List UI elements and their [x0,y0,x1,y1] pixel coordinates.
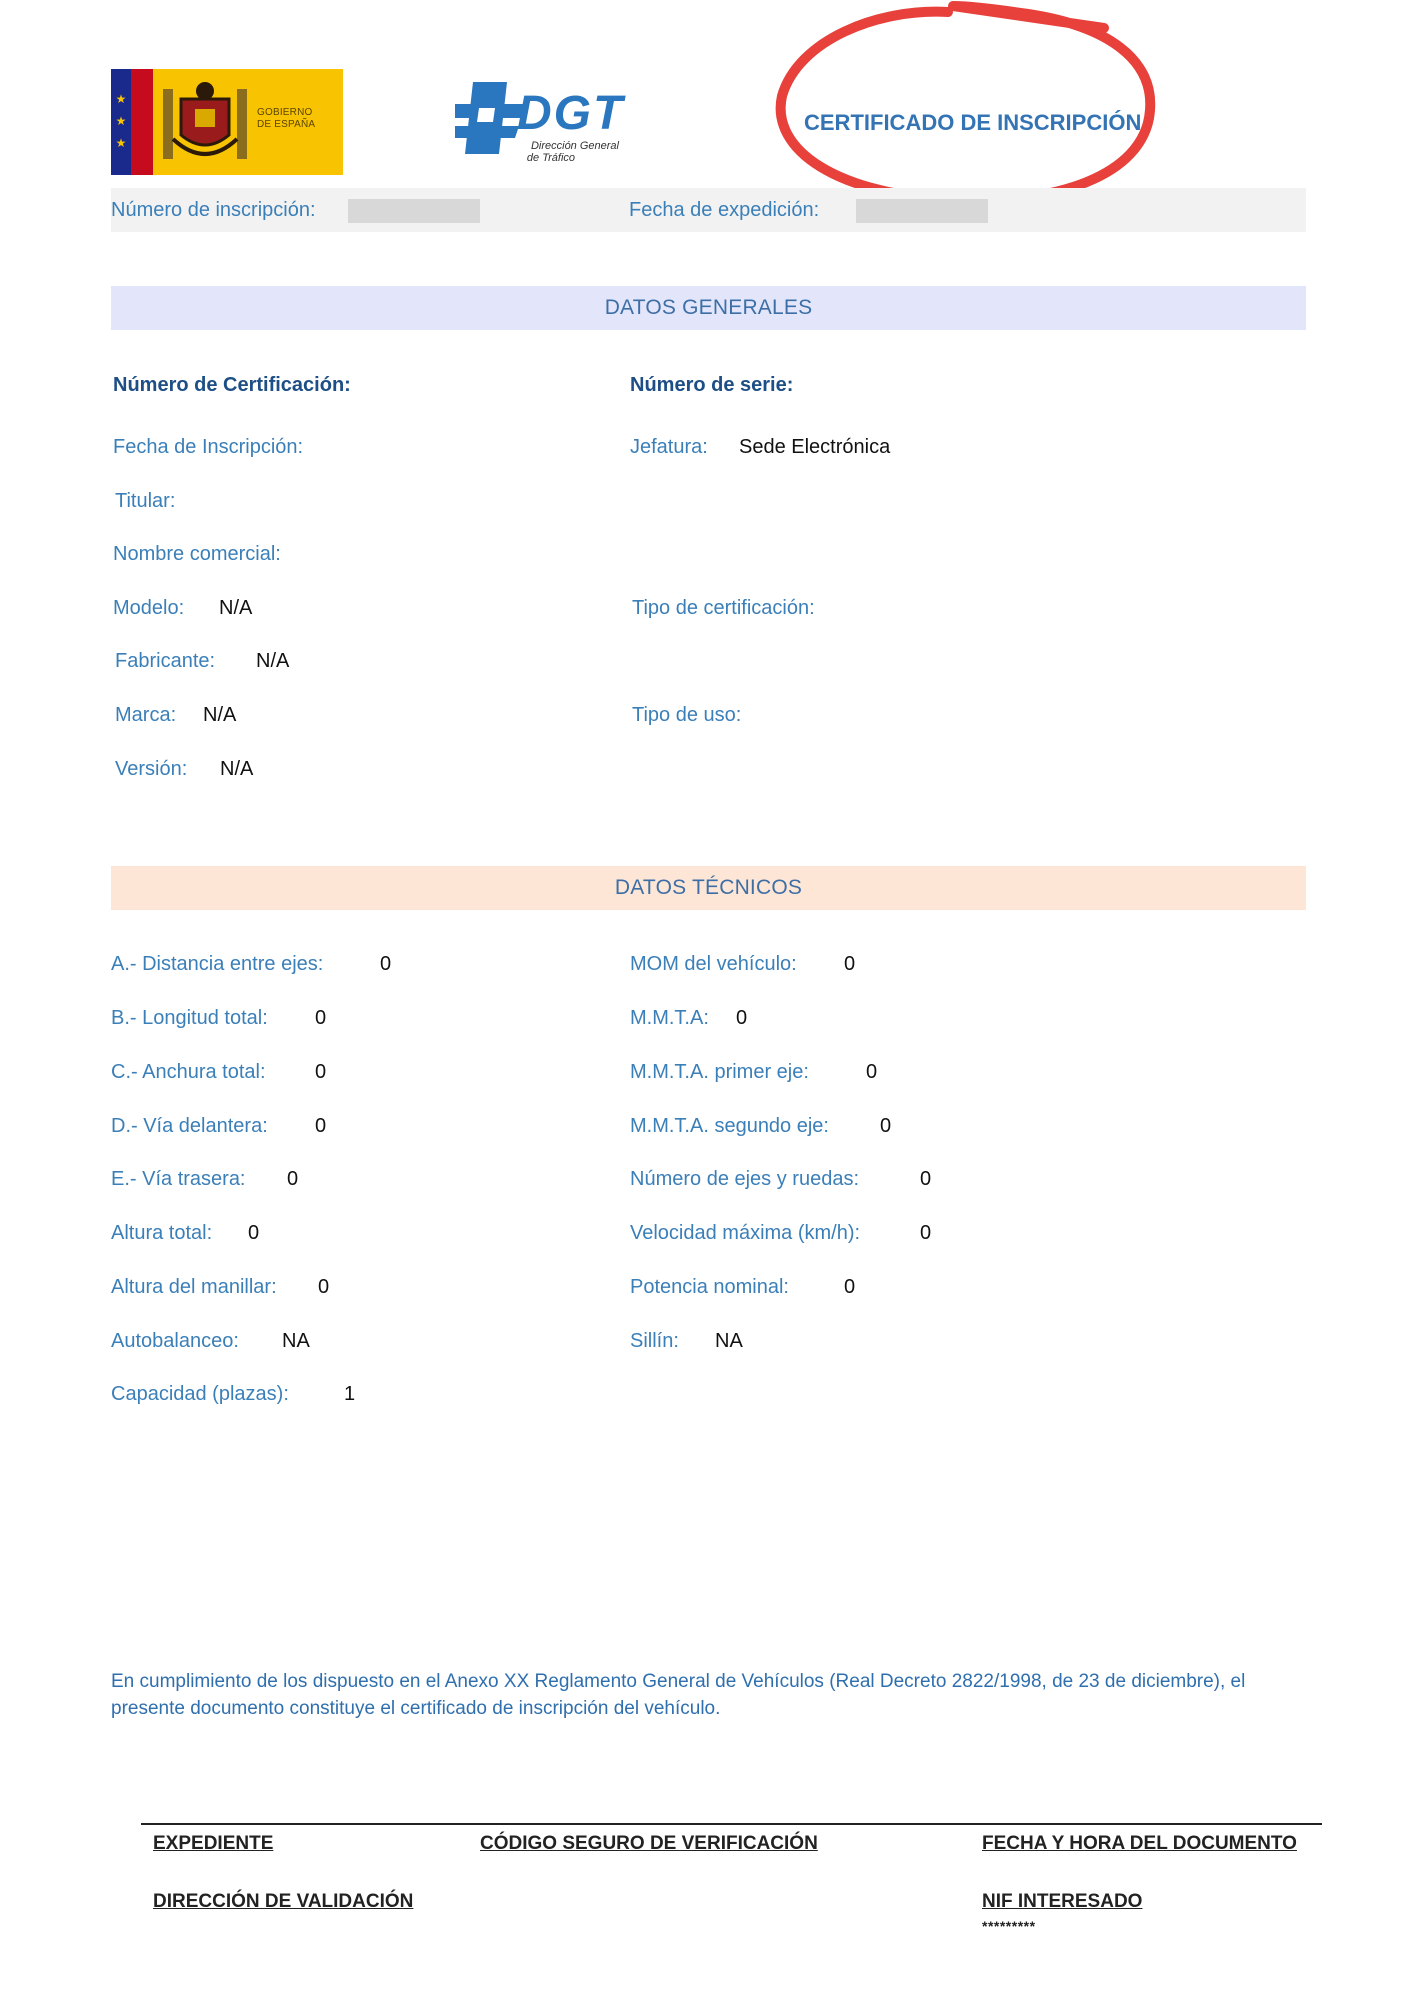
serial-number-label: Número de serie: [630,374,794,396]
maker-label: Fabricante: [115,650,216,672]
tech-left-label: Capacidad (plazas): [111,1383,289,1405]
tech-left-value: 0 [315,1007,327,1029]
issue-date-redacted [856,199,988,223]
office-label: Jefatura: [630,436,708,458]
certification-type-label: Tipo de certificación: [632,597,815,619]
certification-number-label: Número de Certificación: [113,374,351,396]
model-label: Modelo: [113,597,185,619]
tech-left-label: Altura del manillar: [111,1276,277,1298]
tech-left-value: 0 [380,953,392,975]
general-data-banner: DATOS GENERALES [111,286,1306,330]
technical-data-banner: DATOS TÉCNICOS [111,866,1306,910]
tech-right-label: M.M.T.A. segundo eje: [630,1115,829,1137]
tech-left-label: E.- Vía trasera: [111,1168,246,1190]
tech-right-value: 0 [866,1061,878,1083]
maker-value: N/A [256,650,290,672]
office-value: Sede Electrónica [739,436,891,458]
tech-left-value: 0 [248,1222,260,1244]
svg-text:★: ★ [115,114,127,128]
svg-text:★: ★ [115,136,127,150]
tech-left-value: 0 [318,1276,330,1298]
dgt-logo-subtitle-2: de Tráfico [526,152,575,164]
gobierno-logo [111,69,343,175]
legal-text: En cumplimiento de los dispuesto en el Anexo XX Reglamento General de Vehículos (Real Decreto 2822/1998, de 23 de diciembre), el presente documento constituye el certificado de inscripción del vehículo. [111,1671,1246,1719]
tech-left-label: A.- Distancia entre ejes: [111,953,324,975]
tech-right-value: 0 [844,1276,856,1298]
tech-right-value: 0 [844,953,856,975]
tech-left-label: B.- Longitud total: [111,1007,268,1029]
tech-left-value: NA [282,1330,310,1352]
holder-label: Titular: [115,490,176,512]
tech-right-value: 0 [736,1007,748,1029]
document-title: CERTIFICADO DE INSCRIPCIÓN [804,110,1142,135]
issue-date-label: Fecha de expedición: [629,199,820,221]
csv-label: CÓDIGO SEGURO DE VERIFICACIÓN [480,1833,818,1854]
svg-text:★: ★ [115,92,127,106]
tech-left-label: D.- Vía delantera: [111,1115,268,1137]
tech-right-label: M.M.T.A. primer eje: [630,1061,809,1083]
inscription-date-label: Fecha de Inscripción: [113,436,304,458]
tech-left-value: 0 [287,1168,299,1190]
tech-left-value: 1 [344,1383,356,1405]
document-datetime-label: FECHA Y HORA DEL DOCUMENTO [982,1833,1297,1854]
tech-left-label: Altura total: [111,1222,213,1244]
nif-label: NIF INTERESADO [982,1891,1143,1912]
footer-rule [141,1823,1322,1825]
expediente-label: EXPEDIENTE [153,1833,274,1854]
use-type-label: Tipo de uso: [632,704,742,726]
tech-left-label: Autobalanceo: [111,1330,239,1352]
validation-address-label: DIRECCIÓN DE VALIDACIÓN [153,1891,414,1912]
tech-right-label: M.M.T.A: [630,1007,709,1029]
tech-right-label: MOM del vehículo: [630,953,797,975]
tech-right-label: Velocidad máxima (km/h): [630,1222,861,1244]
dgt-logo [455,78,635,178]
brand-label: Marca: [115,704,177,726]
tech-left-label: C.- Anchura total: [111,1061,266,1083]
tech-right-value: 0 [880,1115,892,1137]
tech-left-value: 0 [315,1115,327,1137]
tech-left-value: 0 [315,1061,327,1083]
version-label: Versión: [115,758,188,780]
dgt-logo-text: DGT [517,87,625,140]
brand-value: N/A [203,704,237,726]
nif-value: ********* [982,1918,1036,1934]
inscription-number-redacted [348,199,480,223]
tech-right-value: 0 [920,1222,932,1244]
tech-right-value: NA [715,1330,743,1352]
version-value: N/A [220,758,254,780]
tech-right-label: Potencia nominal: [630,1276,789,1298]
tech-right-value: 0 [920,1168,932,1190]
tech-right-label: Número de ejes y ruedas: [630,1168,860,1190]
annotation-circle [768,0,1163,215]
dgt-logo-subtitle-1: Dirección General [530,140,619,152]
model-value: N/A [219,597,253,619]
trade-name-label: Nombre comercial: [113,543,281,565]
tech-right-label: Sillín: [630,1330,679,1352]
gov-logo-line2: DE ESPAÑA [257,119,316,130]
inscription-number-label: Número de inscripción: [111,199,316,221]
gov-logo-line1: GOBIERNO [257,107,313,118]
